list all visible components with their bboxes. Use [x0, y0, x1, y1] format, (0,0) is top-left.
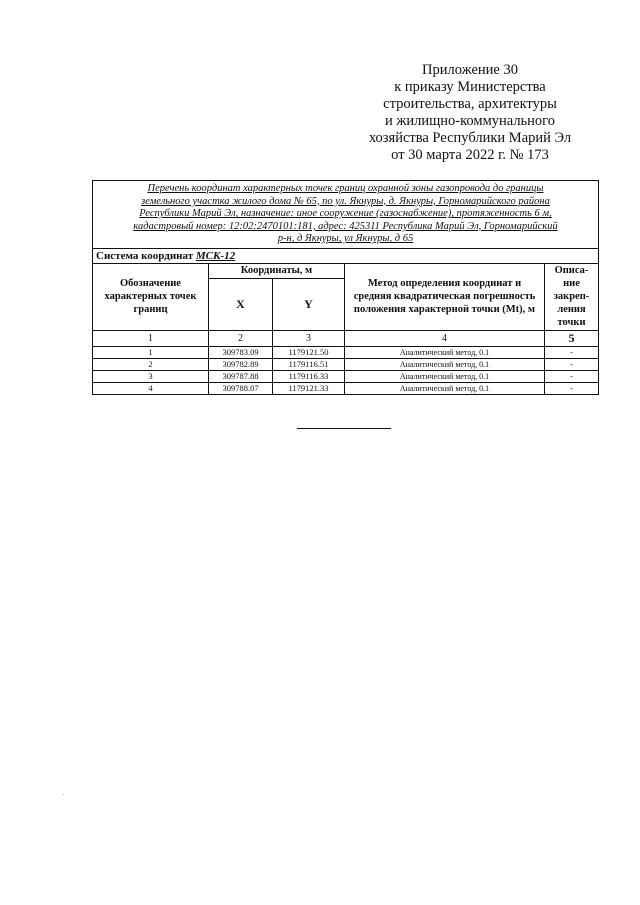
appendix-line: Приложение 30	[422, 62, 518, 78]
caption-line: кадастровый номер: 12:02:2470101:181, адрес: 425311 Республика Марий Эл, Горномарийский	[133, 220, 558, 232]
col-number: 2	[209, 330, 273, 346]
cell-y: 1179116.33	[273, 370, 345, 382]
appendix-header	[360, 62, 580, 164]
col-number: 3	[273, 330, 345, 346]
system-value: МСК-12	[195, 249, 236, 262]
scan-speck	[63, 794, 64, 795]
cell-point: 1	[93, 346, 209, 358]
appendix-line: хозяйства Республики Марий Эл	[368, 130, 572, 146]
cell-x: 309788.07	[209, 382, 273, 394]
cell-x: 309782.89	[209, 358, 273, 370]
table-row	[93, 358, 599, 370]
coordinates-table	[92, 180, 599, 395]
cell-method: Аналитический метод, 0.1	[345, 370, 545, 382]
cell-desc: -	[545, 370, 599, 382]
cell-desc: -	[545, 346, 599, 358]
appendix-line: строительства, архитектуры	[383, 96, 557, 112]
caption-line: р-н, д Якнуры, ул Якнуры, д 65	[277, 233, 414, 245]
system-label: Система координат	[96, 249, 194, 262]
table-row	[93, 370, 599, 382]
caption-line: Республики Марий Эл, назначение: иное сооружение (газоснабжение), протяженность 6 м,	[139, 208, 552, 220]
appendix-line: и жилищно-коммунального	[384, 113, 556, 129]
cell-point: 4	[93, 382, 209, 394]
cell-point: 3	[93, 370, 209, 382]
caption-row	[93, 181, 599, 249]
header-y: Y	[273, 278, 345, 330]
system-row	[93, 248, 599, 263]
cell-y: 1179121.50	[273, 346, 345, 358]
coordinate-system	[93, 248, 599, 263]
header-description: Описа- ние закреп- ления точки	[545, 263, 599, 330]
cell-desc: -	[545, 358, 599, 370]
table-row	[93, 382, 599, 394]
cell-method: Аналитический метод, 0.1	[345, 358, 545, 370]
cell-point: 2	[93, 358, 209, 370]
header-row	[93, 263, 599, 278]
cell-desc: -	[545, 382, 599, 394]
column-numbers-row	[93, 330, 599, 346]
cell-method: Аналитический метод, 0.1	[345, 382, 545, 394]
col-number: 5	[545, 330, 599, 346]
cell-y: 1179116.51	[273, 358, 345, 370]
header-x: X	[209, 278, 273, 330]
cell-x: 309787.88	[209, 370, 273, 382]
cell-method: Аналитический метод, 0.1	[345, 346, 545, 358]
appendix-line: от 30 марта 2022 г. № 173	[391, 147, 549, 163]
col-number: 1	[93, 330, 209, 346]
cell-y: 1179121.33	[273, 382, 345, 394]
cell-x: 309783.09	[209, 346, 273, 358]
appendix-line: к приказу Министерства	[394, 79, 546, 95]
table-caption	[93, 181, 599, 249]
table-row	[93, 346, 599, 358]
header-coords: Координаты, м	[209, 263, 345, 278]
end-separator-line	[297, 428, 391, 429]
header-method: Метод определения координат и средняя квадратическая погрешность положения характерной точки (Mt), м	[345, 263, 545, 330]
col-number: 4	[345, 330, 545, 346]
caption-line: Перечень координат характерных точек границ охранной зоны газопровода до границы	[147, 183, 544, 194]
caption-line: земельного участка жилого дома № 65, по ул. Якнуры, д. Якнуры, Горномарийского района	[141, 195, 550, 207]
header-point: Обозначение характерных точек границ	[93, 263, 209, 330]
